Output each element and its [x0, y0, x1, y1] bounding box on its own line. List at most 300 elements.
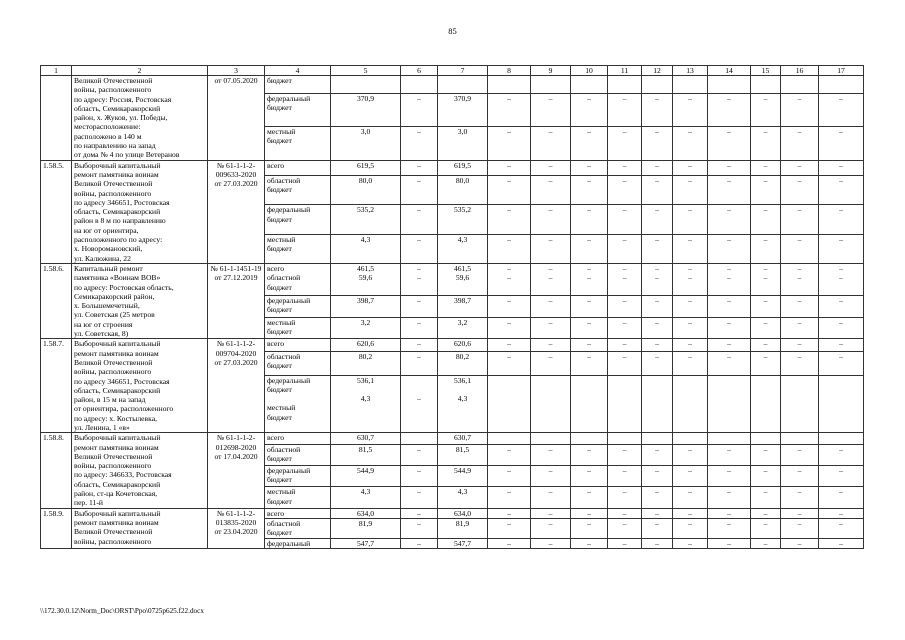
funding-source-line: бюджет [267, 384, 292, 394]
value-col9 [531, 160, 571, 175]
dash-mark: – [507, 273, 511, 283]
object-name-line: х. Новоромановский, [74, 244, 143, 254]
dash-mark: – [688, 273, 692, 283]
value-col5: 620,6 [331, 339, 401, 352]
dash-mark: – [655, 295, 659, 305]
dash-mark: – [797, 160, 802, 170]
value-col7: 4,3 [438, 234, 488, 263]
object-name-line: область, Семикаракорский [74, 103, 161, 113]
dash-mark: – [548, 127, 553, 137]
value-col9 [531, 444, 571, 465]
dash-mark: – [688, 351, 692, 361]
value-col17 [819, 176, 864, 205]
object-name-line: ул. Калюжина, 22 [74, 253, 131, 263]
funding-source-line: местный [267, 234, 296, 244]
value-col8 [488, 234, 531, 263]
funding-source-cell [265, 93, 331, 127]
value-col10 [571, 127, 608, 161]
value-line [403, 376, 435, 385]
column-header-6: 6 [401, 66, 438, 76]
value-col8 [488, 160, 531, 175]
dash-mark: – [688, 205, 692, 215]
dash-mark: – [688, 487, 692, 497]
value-col13 [673, 317, 708, 339]
dash-mark: – [587, 205, 591, 215]
dash-mark: – [688, 160, 692, 170]
document-cell [208, 263, 265, 338]
value-col9 [531, 538, 571, 548]
value-line: 59,6 [358, 273, 373, 283]
value-col10 [571, 160, 608, 175]
value-col8 [488, 339, 531, 352]
value-col12 [642, 93, 673, 127]
value-col11 [608, 433, 642, 444]
dash-mark: – [622, 487, 627, 497]
value-col15 [751, 160, 781, 175]
value-col11 [608, 234, 642, 263]
object-name-line: Выборочный капитальный [74, 433, 161, 443]
value-col16 [781, 127, 819, 161]
dash-mark: – [655, 518, 659, 528]
column-header-4: 4 [265, 66, 331, 76]
value-col15 [751, 93, 781, 127]
funding-source-line: федеральный [267, 465, 311, 475]
document-line: № 61-1-1-2- [216, 508, 256, 518]
dash-mark: – [587, 176, 591, 186]
dash-mark: – [839, 508, 843, 518]
value-col11 [608, 205, 642, 234]
dash-mark: – [797, 487, 802, 497]
value-line: 4,3 [457, 394, 468, 404]
dash-mark: – [688, 317, 692, 327]
object-name-line: войны, расположенного [74, 536, 152, 546]
value-col10 [571, 263, 608, 295]
value-col9 [531, 518, 571, 538]
value-col7: 619,5 [438, 160, 488, 175]
funding-source-line: местный [267, 127, 296, 137]
object-name-line: область, Семикаракорский [74, 479, 161, 489]
value-col12 [642, 518, 673, 538]
object-name-line: по адресу: х. Костылевка, [74, 413, 157, 423]
value-col13 [673, 295, 708, 317]
value-col9 [531, 234, 571, 263]
dash-mark: – [727, 339, 731, 349]
value-col15 [751, 538, 781, 548]
value-col5: 4,3 [331, 487, 401, 508]
dash-mark: – [507, 295, 511, 305]
table-row [41, 508, 864, 518]
value-line: – [417, 263, 421, 273]
dash-mark: – [548, 234, 553, 244]
value-line [440, 385, 485, 394]
object-name-line: по направлению на запад [74, 141, 156, 151]
value-col15 [751, 375, 781, 433]
page-number: 85 [448, 26, 457, 36]
value-col16 [781, 339, 819, 352]
value-col14 [708, 465, 751, 486]
value-col7: 634,0 [438, 508, 488, 518]
value-col17 [819, 93, 864, 127]
object-name-line: ремонт памятника воинам [74, 517, 159, 527]
row-number: 1.58.7. [41, 339, 72, 433]
value-col8 [488, 295, 531, 317]
value-col15 [751, 317, 781, 339]
value-col12 [642, 263, 673, 295]
value-col10 [571, 433, 608, 444]
dash-mark: – [622, 518, 627, 528]
dash-mark: – [622, 263, 627, 273]
dash-mark: – [763, 176, 768, 186]
dash-mark: – [622, 205, 627, 215]
value-col15 [751, 295, 781, 317]
value-col12 [642, 465, 673, 486]
dash-mark: – [655, 127, 659, 137]
value-col10 [571, 76, 608, 94]
value-col14 [708, 317, 751, 339]
value-col5 [331, 263, 401, 295]
value-col15 [751, 76, 781, 94]
document-line: № 61-1-1451-19 [210, 263, 262, 273]
funding-source-line: бюджет [267, 528, 292, 538]
object-name-line: ул. Ленина, 1 «в» [74, 422, 130, 432]
value-col9 [531, 93, 571, 127]
value-col15 [751, 508, 781, 518]
value-col7: 4,3 [438, 487, 488, 508]
dash-mark: – [797, 205, 802, 215]
value-col12 [642, 205, 673, 234]
value-col8 [488, 205, 531, 234]
dash-mark: – [622, 538, 627, 548]
document-cell [208, 160, 265, 263]
value-col5: 634,0 [331, 508, 401, 518]
value-col5 [331, 76, 401, 94]
value-col6: – [401, 487, 438, 508]
value-col13 [673, 93, 708, 127]
value-line: 536,1 [356, 375, 375, 385]
row-number: 1.58.5. [41, 160, 72, 263]
value-col9 [531, 351, 571, 375]
value-col12 [642, 339, 673, 352]
dash-mark: – [548, 295, 553, 305]
dash-mark: – [727, 127, 731, 137]
value-col5 [331, 375, 401, 433]
funding-source-line: всего [267, 263, 285, 273]
table-row [41, 339, 864, 352]
dash-mark: – [548, 339, 553, 349]
dash-mark: – [622, 127, 627, 137]
dash-mark: – [839, 351, 843, 361]
object-name-line: Великой Отечественной [74, 76, 153, 85]
column-header-8: 8 [488, 66, 531, 76]
dash-mark: – [507, 508, 511, 518]
value-col14 [708, 160, 751, 175]
document-line: 009704-2020 [215, 348, 257, 358]
dash-mark: – [587, 487, 591, 497]
value-col7: 535,2 [438, 205, 488, 234]
object-name-line: по адресу 346651, Ростовская [74, 376, 170, 386]
value-col8 [488, 317, 531, 339]
value-col12 [642, 76, 673, 94]
column-header-16: 16 [781, 66, 819, 76]
dash-mark: – [587, 351, 591, 361]
value-col7: 630,7 [438, 433, 488, 444]
value-col6: – [401, 465, 438, 486]
value-col5: 81,5 [331, 444, 401, 465]
funding-source-cell [265, 205, 331, 234]
funding-source-line: всего [267, 160, 285, 170]
object-name-line: район в 8 м по направлению [74, 216, 166, 226]
budget-table [40, 65, 864, 549]
value-col14 [708, 339, 751, 352]
funding-source-line [267, 394, 328, 403]
dash-mark: – [507, 487, 511, 497]
value-col7: 547,7 [438, 538, 488, 548]
column-header-10: 10 [571, 66, 608, 76]
dash-mark: – [839, 176, 843, 186]
document-line: от 27.03.2020 [214, 357, 258, 367]
value-col14 [708, 127, 751, 161]
dash-mark: – [763, 317, 768, 327]
value-col11 [608, 160, 642, 175]
dash-mark: – [839, 205, 843, 215]
value-col12 [642, 487, 673, 508]
value-col5: 619,5 [331, 160, 401, 175]
value-col17 [819, 487, 864, 508]
value-col11 [608, 176, 642, 205]
dash-mark: – [688, 518, 692, 528]
dash-mark: – [622, 317, 627, 327]
dash-mark: – [587, 465, 591, 475]
value-col12 [642, 351, 673, 375]
value-col5: 630,7 [331, 433, 401, 444]
value-col10 [571, 234, 608, 263]
document-cell [208, 76, 265, 161]
dash-mark: – [622, 234, 627, 244]
dash-mark: – [587, 127, 591, 137]
dash-mark: – [655, 538, 659, 548]
object-name-line: х. Большемечетный, [74, 301, 140, 311]
value-col6: – [401, 538, 438, 548]
value-col12 [642, 433, 673, 444]
value-col8 [488, 375, 531, 433]
object-name-line: Великой Отечественной [74, 357, 153, 367]
value-col17 [819, 234, 864, 263]
value-col13 [673, 433, 708, 444]
funding-source-line: бюджет [267, 305, 292, 315]
dash-mark: – [548, 465, 553, 475]
dash-mark: – [688, 444, 692, 454]
dash-mark: – [688, 234, 692, 244]
column-header-15: 15 [751, 66, 781, 76]
value-col9 [531, 339, 571, 352]
value-col16 [781, 234, 819, 263]
funding-source-line: всего [267, 508, 285, 518]
table-row [41, 263, 864, 295]
dash-mark: – [727, 295, 731, 305]
value-col6: – [401, 205, 438, 234]
value-col17 [819, 351, 864, 375]
value-col17 [819, 465, 864, 486]
dash-mark: – [839, 487, 843, 497]
value-col15 [751, 176, 781, 205]
dash-mark: – [763, 273, 768, 283]
dash-mark: – [507, 176, 511, 186]
value-col5: 3,0 [331, 127, 401, 161]
dash-mark: – [688, 176, 692, 186]
dash-mark: – [622, 339, 627, 349]
dash-mark: – [763, 351, 768, 361]
value-col8 [488, 508, 531, 518]
funding-source-line: областной [267, 273, 301, 283]
dash-mark: – [587, 518, 591, 528]
value-col14 [708, 444, 751, 465]
value-col14 [708, 538, 751, 548]
dash-mark: – [763, 127, 768, 137]
dash-mark: – [587, 93, 591, 103]
value-col12 [642, 295, 673, 317]
object-name-line: от дома № 4 по улице Ветеранов [74, 150, 180, 160]
value-col16 [781, 351, 819, 375]
document-line: от 07.05.2020 [214, 76, 258, 85]
object-name-line: Выборочный капитальный [74, 508, 161, 518]
object-name-line: Семикаракорский район, [74, 291, 155, 301]
funding-source-cell [265, 487, 331, 508]
value-col11 [608, 76, 642, 94]
dash-mark: – [655, 176, 659, 186]
dash-mark: – [507, 465, 511, 475]
value-col6: – [401, 127, 438, 161]
dash-mark: – [655, 508, 659, 518]
dash-mark: – [622, 273, 627, 283]
value-col7: 620,6 [438, 339, 488, 352]
object-name-line: Выборочный капитальный [74, 339, 161, 349]
dash-mark: – [507, 205, 511, 215]
dash-mark: – [763, 205, 768, 215]
value-col16 [781, 465, 819, 486]
dash-mark: – [797, 538, 802, 548]
value-col6 [401, 263, 438, 295]
value-col10 [571, 375, 608, 433]
value-col11 [608, 93, 642, 127]
value-col5: 81,9 [331, 518, 401, 538]
value-col9 [531, 375, 571, 433]
value-col15 [751, 351, 781, 375]
value-col5: 370,9 [331, 93, 401, 127]
value-col16 [781, 375, 819, 433]
value-col13 [673, 263, 708, 295]
dash-mark: – [655, 339, 659, 349]
value-col8 [488, 433, 531, 444]
value-col12 [642, 444, 673, 465]
funding-source-line: бюджет [267, 496, 292, 506]
value-col9 [531, 295, 571, 317]
object-name-line: пер. 11-й [74, 498, 103, 508]
value-col8 [488, 465, 531, 486]
dash-mark: – [655, 273, 659, 283]
document-line: от 27.12.2019 [214, 273, 258, 283]
dash-mark: – [622, 295, 627, 305]
object-name-cell [72, 263, 208, 338]
dash-mark: – [763, 465, 768, 475]
dash-mark: – [548, 273, 553, 283]
dash-mark: – [587, 538, 591, 548]
funding-source-cell [265, 508, 331, 518]
value-col5: 398,7 [331, 295, 401, 317]
column-header-13: 13 [673, 66, 708, 76]
value-col13 [673, 538, 708, 548]
funding-source-line: бюджет [267, 361, 292, 371]
value-col16 [781, 538, 819, 548]
dash-mark: – [839, 317, 843, 327]
value-col9 [531, 263, 571, 295]
object-name-line: по адресу: Россия, Ростовская [74, 94, 172, 104]
dash-mark: – [797, 273, 802, 283]
dash-mark: – [622, 93, 627, 103]
dash-mark: – [655, 205, 659, 215]
dash-mark: – [622, 444, 627, 454]
value-col17 [819, 160, 864, 175]
value-col6 [401, 433, 438, 444]
document-cell [208, 339, 265, 433]
document-line: от 23.04.2020 [214, 527, 258, 537]
value-col11 [608, 444, 642, 465]
value-col14 [708, 433, 751, 444]
dash-mark: – [763, 518, 768, 528]
value-col15 [751, 263, 781, 295]
dash-mark: – [727, 465, 731, 475]
value-line: – [417, 273, 421, 283]
table-row [41, 433, 864, 444]
value-col6: – [401, 351, 438, 375]
object-name-line: войны, расположенного [74, 85, 152, 95]
dash-mark: – [622, 176, 627, 186]
value-col7: 398,7 [438, 295, 488, 317]
value-col8 [488, 127, 531, 161]
funding-source-line: областной [267, 351, 301, 361]
object-name-line: ул. Советская (25 метров [74, 310, 155, 320]
value-col14 [708, 508, 751, 518]
object-name-line: ул. Советская, 8) [74, 329, 129, 339]
dash-mark: – [587, 263, 591, 273]
object-name-line: по адресу 346651, Ростовская [74, 197, 170, 207]
funding-source-line: федеральный [267, 205, 311, 215]
row-number: 1.58.9. [41, 508, 72, 548]
value-col10 [571, 295, 608, 317]
object-name-cell [72, 76, 208, 161]
value-col12 [642, 375, 673, 433]
value-col14 [708, 375, 751, 433]
table-row [41, 160, 864, 175]
dash-mark: – [507, 160, 511, 170]
value-col10 [571, 339, 608, 352]
value-col8 [488, 176, 531, 205]
value-col13 [673, 76, 708, 94]
dash-mark: – [688, 127, 692, 137]
dash-mark: – [548, 518, 553, 528]
object-name-cell [72, 160, 208, 263]
value-col6 [401, 76, 438, 94]
row-number [41, 76, 72, 161]
funding-source-line: местный [267, 487, 296, 497]
dash-mark: – [727, 538, 731, 548]
funding-source-cell [265, 518, 331, 538]
dash-mark: – [587, 273, 591, 283]
value-col5: 535,2 [331, 205, 401, 234]
funding-source-cell [265, 263, 331, 295]
dash-mark: – [727, 351, 731, 361]
object-name-line: расположенного по адресу: [74, 235, 163, 245]
value-col13 [673, 487, 708, 508]
